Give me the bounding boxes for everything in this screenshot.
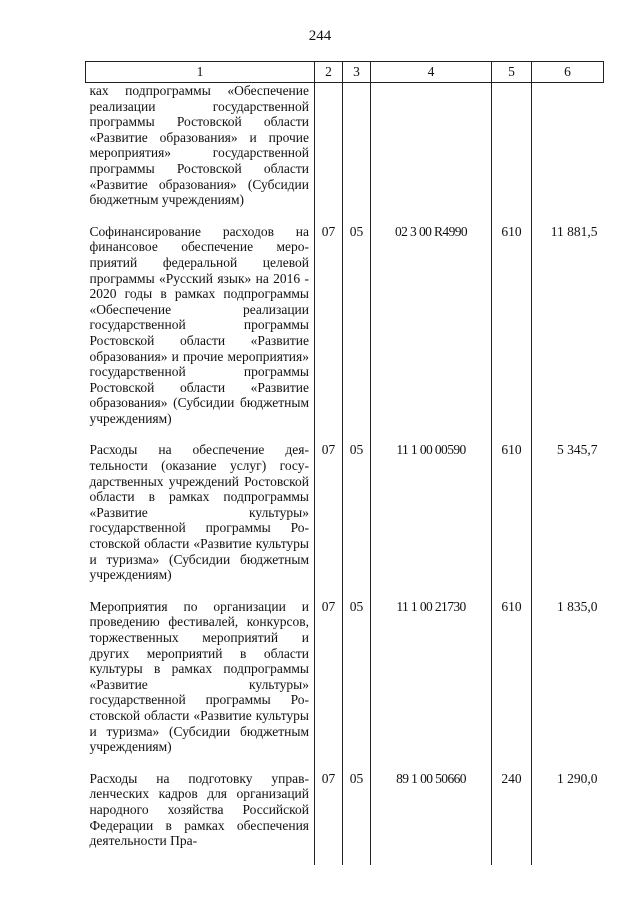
row-subsection-code: 05 <box>343 224 371 443</box>
table-row <box>86 771 604 865</box>
column-header-1: 1 <box>86 62 315 83</box>
row-section-code: 07 <box>315 442 343 598</box>
column-header-6: 6 <box>532 62 604 83</box>
row-description: Софинансирование расходов на финансовое обеспечение мероприятий федеральной целевой программы «Русский язык» на 2016 - 2020 годы в рамках подпрограммы «Обеспечение реализации государственной программы Ростовской области «Развитие образования» и прочие мероприятия» государственной программы Ростовской области «Развитие образования» (Субсидии бюджетным учреждениям) <box>86 224 315 443</box>
row-amount: 1 835,0 <box>532 599 604 771</box>
column-header-2: 2 <box>315 62 343 83</box>
table-header-row <box>86 62 604 83</box>
row-target-article: 11 1 00 00590 <box>371 442 492 598</box>
row-target-article: 02 3 00 R4990 <box>371 224 492 443</box>
row-expense-type: 610 <box>492 224 532 443</box>
row-subsection-code: 05 <box>343 771 371 865</box>
row-description: Расходы на обеспечение деятельности (оказание услуг) государственных учреждений Ростовской области в рамках подпрограммы «Развитие культуры» государственной программы Ростовской области «Развитие культуры и туризма» (Субсидии бюджетным учреждениям) <box>86 442 315 598</box>
table-row <box>86 224 604 443</box>
row-subsection-code <box>343 83 371 224</box>
column-header-4: 4 <box>371 62 492 83</box>
row-expense-type: 610 <box>492 599 532 771</box>
row-amount: 11 881,5 <box>532 224 604 443</box>
row-section-code: 07 <box>315 771 343 865</box>
row-expense-type <box>492 83 532 224</box>
row-section-code: 07 <box>315 599 343 771</box>
row-subsection-code: 05 <box>343 599 371 771</box>
column-header-3: 3 <box>343 62 371 83</box>
row-amount: 5 345,7 <box>532 442 604 598</box>
row-target-article <box>371 83 492 224</box>
row-section-code: 07 <box>315 224 343 443</box>
budget-table <box>85 61 604 865</box>
row-amount: 1 290,0 <box>532 771 604 865</box>
row-section-code <box>315 83 343 224</box>
row-target-article: 11 1 00 21730 <box>371 599 492 771</box>
row-expense-type: 610 <box>492 442 532 598</box>
row-target-article: 89 1 00 50660 <box>371 771 492 865</box>
row-subsection-code: 05 <box>343 442 371 598</box>
row-description: Мероприятия по организации и проведению фестивалей, конкурсов, торжественных мероприятий и других мероприятий в области культуры в рамках подпрограммы «Развитие культуры» государственной программы Ростовской области «Развитие культуры и туризма» (Субсидии бюджетным учреждениям) <box>86 599 315 771</box>
row-description: ках подпрограммы «Обеспечение реализации государственной программы Ростовской области «Развитие образования» и прочие мероприятия» государственной программы Ростовской области «Развитие образования» (Субсидии бюджетным учреждениям) <box>86 83 315 224</box>
table-row <box>86 442 604 598</box>
table-row <box>86 599 604 771</box>
page-number: 244 <box>308 28 332 44</box>
row-description: Расходы на подготовку управленческих кадров для организаций народного хозяйства Российской Федерации в рамках обеспечения деятельности Пра- <box>86 771 315 865</box>
column-header-5: 5 <box>492 62 532 83</box>
row-expense-type: 240 <box>492 771 532 865</box>
table-row <box>86 83 604 224</box>
row-amount <box>532 83 604 224</box>
